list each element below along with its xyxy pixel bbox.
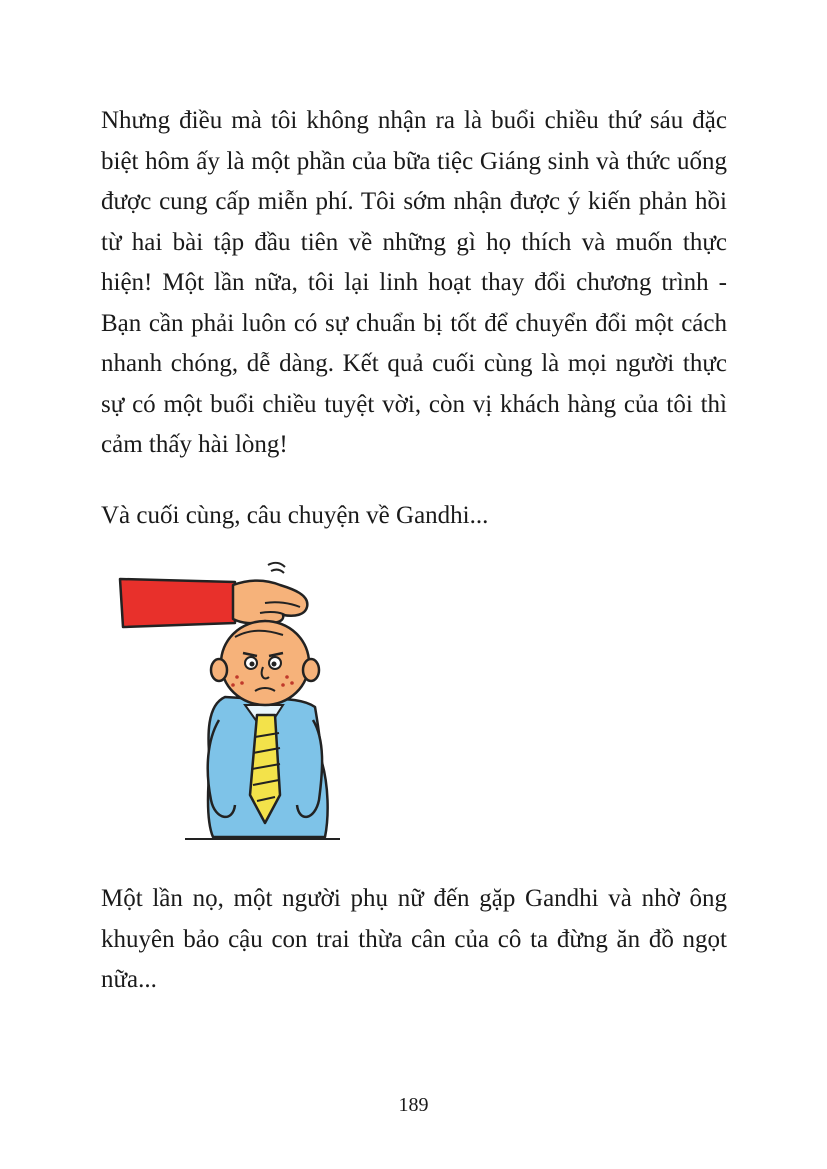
page-number: 189 (398, 1094, 429, 1116)
body-paragraph: Và cuối cùng, câu chuyện về Gandhi... (101, 502, 489, 529)
cartoon-boy-patted-on-head-icon (115, 555, 355, 850)
body-paragraph: Một lần nọ, một người phụ nữ đến gặp Gandhi và nhờ ông khuyên bảo cậu con trai thừa cân của cô ta đừng ăn đồ ngọt nữa... (101, 885, 727, 993)
cartoon-boy-illustration (115, 555, 355, 850)
body-paragraph: Nhưng điều mà tôi không nhận ra là buổi chiều thứ sáu đặc biệt hôm ấy là một phần của bữa tiệc Giáng sinh và thức uống được cung cấp miễn phí. Tôi sớm nhận được ý kiến phản hồi từ hai bài tập đầu tiên về những gì họ thích và muốn thực hiện! Một lần nữa, tôi lại linh hoạt thay đổi chương trình - Bạn cần phải luôn có sự chuẩn bị tốt để chuyển đổi một cách nhanh chóng, dễ dàng. Kết quả cuối cùng là mọi người thực sự có một buổi chiều tuyệt vời, còn vị khách hàng của tôi thì cảm thấy hài lòng! (101, 107, 727, 458)
